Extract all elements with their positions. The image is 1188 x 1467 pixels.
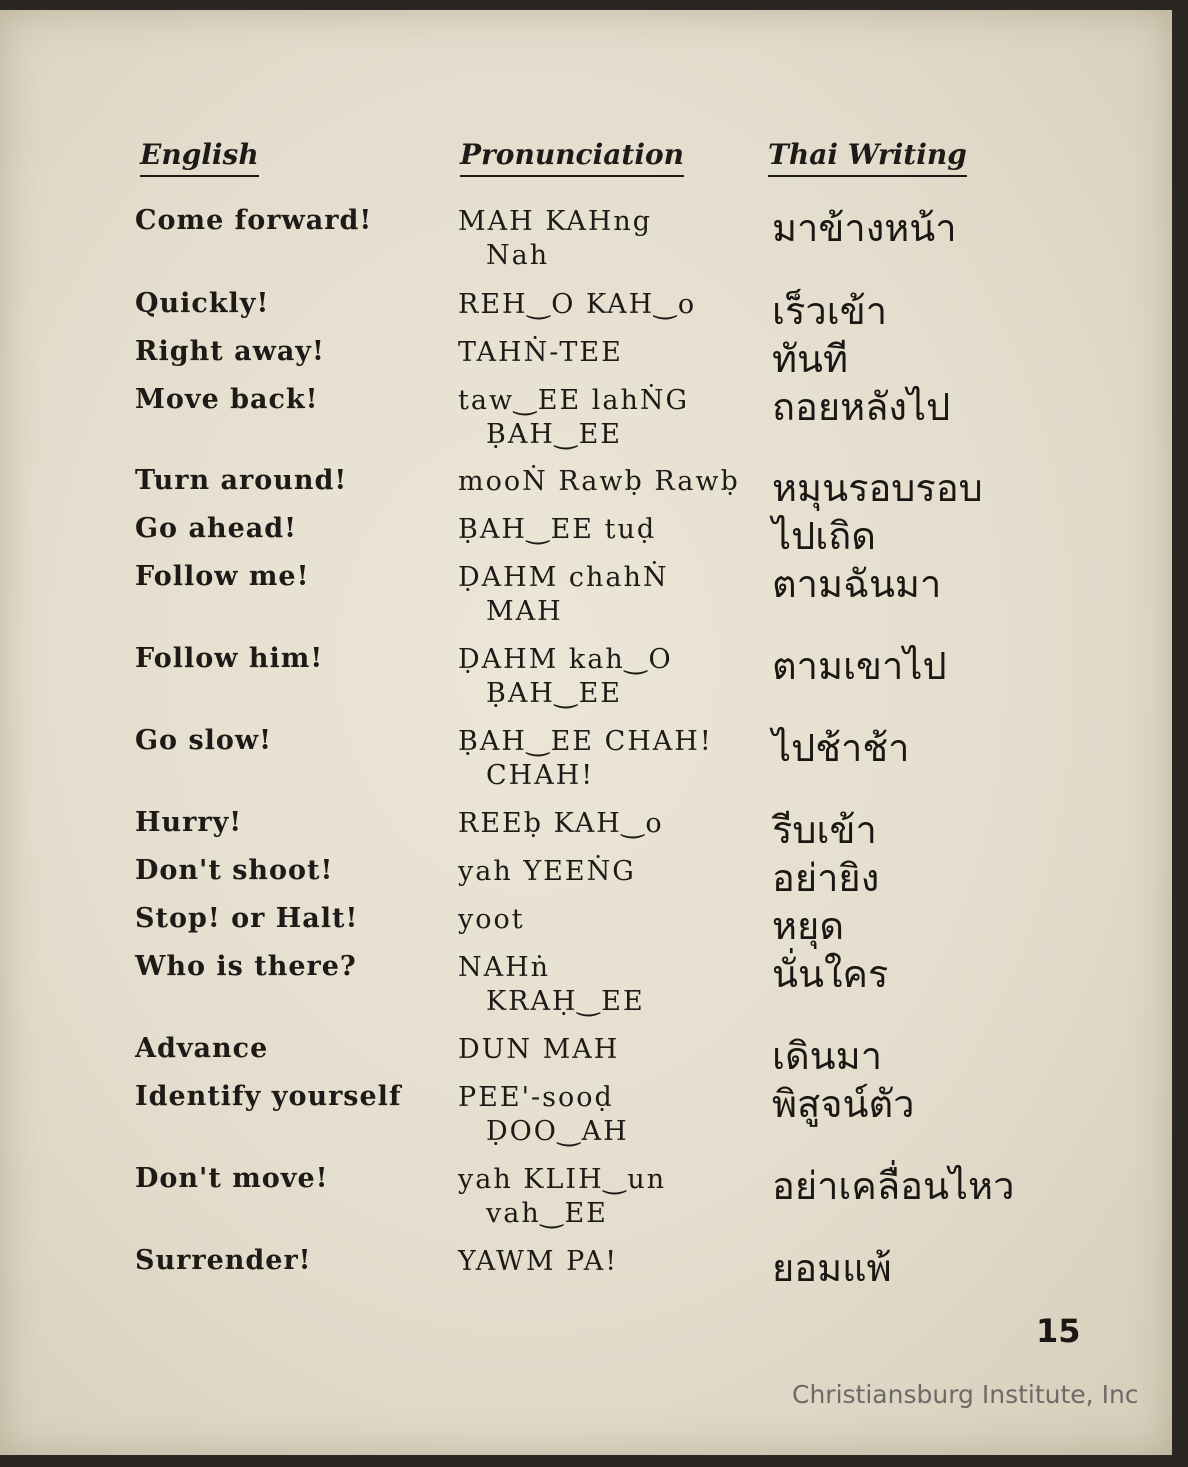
english-phrase: Hurry! <box>135 807 243 838</box>
pronunciation <box>458 951 758 1019</box>
thai-writing: เดินมา <box>772 1034 883 1078</box>
thai-writing: มาข้างหน้า <box>772 206 957 250</box>
pronunciation: yah YEEṄG <box>458 856 636 887</box>
pronunciation <box>458 1081 758 1149</box>
pronunciation: yoot <box>458 904 525 935</box>
english-phrase: Right away! <box>135 336 325 367</box>
pronunciation-line: Nah <box>486 240 550 271</box>
pronunciation-line: taw‿EE lahṄG <box>458 385 690 416</box>
thai-writing: พิสูจน์ตัว <box>772 1082 915 1126</box>
english-phrase: Turn around! <box>135 465 348 496</box>
thai-writing: หยุด <box>772 904 844 948</box>
pronunciation-line: CHAH! <box>486 760 595 791</box>
pronunciation: mooṄ Rawḅ Rawḅ <box>458 466 740 497</box>
pronunciation <box>458 384 758 452</box>
pronunciation <box>458 1163 758 1231</box>
pronunciation: REEḅ KAH‿o <box>458 808 664 839</box>
english-phrase: Identify yourself <box>135 1081 402 1112</box>
pronunciation <box>458 205 758 273</box>
pronunciation-line: ḄAH‿EE <box>486 419 623 450</box>
pronunciation: REH‿O KAH‿o <box>458 289 697 320</box>
pronunciation <box>458 725 758 793</box>
english-phrase: Follow him! <box>135 643 324 674</box>
english-phrase: Surrender! <box>135 1245 312 1276</box>
thai-writing: ถอยหลังไป <box>772 385 951 429</box>
pronunciation: DUN MAH <box>458 1034 620 1065</box>
thai-writing: ตามเขาไป <box>772 644 947 688</box>
pronunciation-column-header: Pronunciation <box>460 138 684 177</box>
english-phrase: Stop! or Halt! <box>135 903 359 934</box>
pronunciation <box>458 643 758 711</box>
thai-writing: อย่าเคลื่อนไหว <box>772 1164 1015 1208</box>
thai-column-header: Thai Writing <box>768 138 967 177</box>
english-phrase: Go ahead! <box>135 513 297 544</box>
thai-writing: นั่นใคร <box>772 952 889 996</box>
english-phrase: Go slow! <box>135 725 273 756</box>
pronunciation-line: NAHṅ <box>458 952 551 983</box>
thai-writing: ไปช้าช้า <box>772 726 910 770</box>
pronunciation <box>458 561 758 629</box>
thai-writing: ทันที <box>772 337 849 381</box>
english-phrase: Don't shoot! <box>135 855 334 886</box>
pronunciation-line: ḄAH‿EE <box>486 678 623 709</box>
english-phrase: Come forward! <box>135 205 373 236</box>
pronunciation-line: ḄAH‿EE CHAH! <box>458 726 713 757</box>
english-phrase: Quickly! <box>135 288 270 319</box>
english-column-header: English <box>140 138 259 177</box>
watermark: Christiansburg Institute, Inc <box>792 1380 1139 1409</box>
pronunciation: YAWM PA! <box>458 1246 619 1277</box>
thai-writing: ไปเถิด <box>772 514 876 558</box>
pronunciation-line: yah KLIH‿un <box>458 1164 667 1195</box>
book-page <box>0 10 1172 1455</box>
pronunciation-line: MAH KAHng <box>458 206 653 237</box>
thai-writing: ยอมแพ้ <box>772 1246 892 1290</box>
pronunciation-line: MAH <box>486 596 563 627</box>
thai-writing: รีบเข้า <box>772 808 877 852</box>
thai-writing: เร็วเข้า <box>772 289 888 333</box>
english-phrase: Move back! <box>135 384 319 415</box>
pronunciation: TAHṄ-TEE <box>458 337 623 368</box>
pronunciation-line: ḌAHM chahṄ <box>458 562 669 593</box>
pronunciation-line: KRAḤ‿EE <box>486 986 645 1017</box>
page-number: 15 <box>1036 1312 1081 1350</box>
pronunciation: ḄAH‿EE tuḍ <box>458 514 657 545</box>
english-phrase: Follow me! <box>135 561 310 592</box>
english-phrase: Don't move! <box>135 1163 329 1194</box>
english-phrase: Advance <box>135 1033 269 1064</box>
pronunciation-line: ḌOO‿AH <box>486 1116 629 1147</box>
pronunciation-line: vah‿EE <box>486 1198 608 1229</box>
thai-writing: อย่ายิง <box>772 856 880 900</box>
english-phrase: Who is there? <box>135 951 357 982</box>
thai-writing: หมุนรอบรอบ <box>772 466 983 510</box>
thai-writing: ตามฉันมา <box>772 562 942 606</box>
pronunciation-line: ḌAHM kah‿O <box>458 644 673 675</box>
pronunciation-line: PEE'-sooḍ <box>458 1082 614 1113</box>
